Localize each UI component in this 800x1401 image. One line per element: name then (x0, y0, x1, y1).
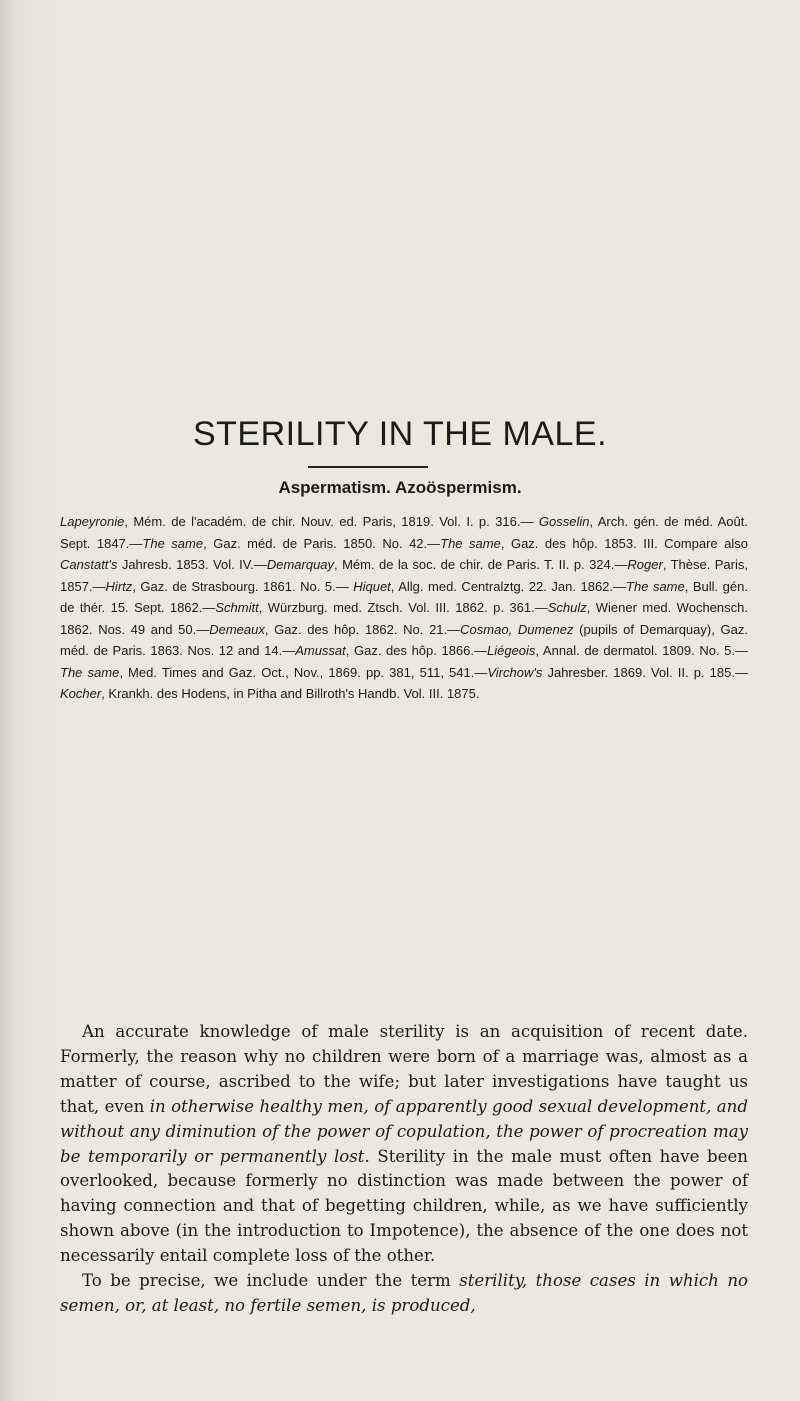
text-run: To be precise, we include under the term (82, 1271, 460, 1291)
text-run: , Arch. gén. de méd. Août. Sept. 1847.— (60, 514, 748, 551)
italic-run: Liégeois (487, 643, 536, 658)
text-run: , Mém. de l'académ. de chir. Nouv. ed. Paris, 1819. Vol. I. p. 316.— (124, 514, 539, 529)
italic-run: Demeaux (209, 621, 265, 637)
text-run: Jahresb. 1853. Vol. IV.— (117, 557, 267, 572)
italic-run: Lapeyronie (60, 514, 125, 529)
text-run: , Bull. gén. de thér. 15. Sept. 1862.— (60, 578, 748, 615)
text-run: , Gaz. de Strasbourg. 1861. No. 5.— (132, 578, 354, 594)
text-run: , Gaz. des hôp. 1866.— (345, 643, 487, 658)
title-rule (308, 466, 428, 468)
text-run: , Gaz. des hôp. 1862. No. 21.— (264, 621, 461, 637)
italic-run: Schulz (547, 600, 587, 615)
italic-run: Gosselin (538, 514, 590, 529)
italic-run: The same (60, 664, 120, 680)
text-run: , Allg. med. Centralztg. 22. Jan. 1862.— (390, 578, 627, 594)
page-title: STERILITY IN THE MALE. (192, 415, 608, 453)
text-run: , Annal. de dermatol. 1809. No. 5.— (535, 643, 748, 658)
section-subtitle: Aspermatism. Azoöspermism. (278, 478, 522, 497)
italic-run: Kocher (60, 686, 102, 701)
body-paragraph-1 (60, 1020, 748, 1269)
italic-run: Canstatt's (60, 557, 118, 572)
text-run: An accurate knowledge of male sterility is an acquisition of recent date. Formerly, the reason why no children were born of a marriage was, almost as a matter of course, ascribed to the wife; but later investigations have taught us that, even (60, 1022, 748, 1116)
italic-run: Hiquet (353, 578, 391, 594)
italic-run: Roger (627, 557, 663, 572)
text-run: , Gaz. des hôp. 1853. III. Compare also (500, 535, 749, 551)
italic-run: The same (142, 535, 204, 551)
body-paragraph-2 (60, 1269, 748, 1319)
body-text (60, 1020, 748, 1319)
bibliography-references (60, 511, 748, 705)
italic-run: Schmitt (215, 600, 259, 615)
italic-run: The same (626, 578, 685, 594)
text-run: , Krankh. des Hodens, in Pitha and Billroth's Handb. Vol. III. 1875. (101, 686, 480, 701)
text-run: , Mém. de la soc. de chir. de Paris. T. II. p. 324.— (334, 557, 628, 572)
text-run: , Thèse. Paris, 1857.— (60, 557, 748, 594)
italic-run: Amussat (295, 643, 346, 658)
italic-run: Demarquay (266, 557, 335, 572)
text-run: (pupils of Demarquay), Gaz. méd. de Paris. 1863. Nos. 12 and 14.— (60, 621, 748, 658)
italic-run: sterility, those cases in which no semen, or, at least, no fertile semen, is produced, (60, 1271, 748, 1315)
italic-run: The same (440, 535, 501, 551)
italic-run: Virchow's (487, 664, 543, 680)
text-run: , Med. Times and Gaz. Oct., Nov., 1869. pp. 381, 511, 541.— (119, 664, 488, 680)
italic-run: Hirtz (105, 578, 133, 594)
text-run: , Gaz. méd. de Paris. 1850. No. 42.— (203, 535, 441, 551)
text-run: , Würzburg. med. Ztsch. Vol. III. 1862. p. 361.— (258, 600, 548, 615)
text-run: Jahresber. 1869. Vol. II. p. 185.— (542, 664, 748, 680)
italic-run: Cosmao, Dumenez (460, 621, 574, 637)
italic-run: in otherwise healthy men, of apparently good sexual development, and without any diminution of the power of copulation, the power of procreation may be temporarily or permanently lost. (60, 1096, 748, 1166)
text-run: , Wiener med. Wochensch. 1862. Nos. 49 and 50.— (60, 600, 748, 637)
text-run: Sterility in the male must often have been overlooked, because formerly no distinction was made between the power of having connection and that of begetting children, while, as we have sufficiently shown above (in the introduction to Impotence), the absence of the one does not necessarily entail complete loss of the other. (60, 1146, 748, 1266)
